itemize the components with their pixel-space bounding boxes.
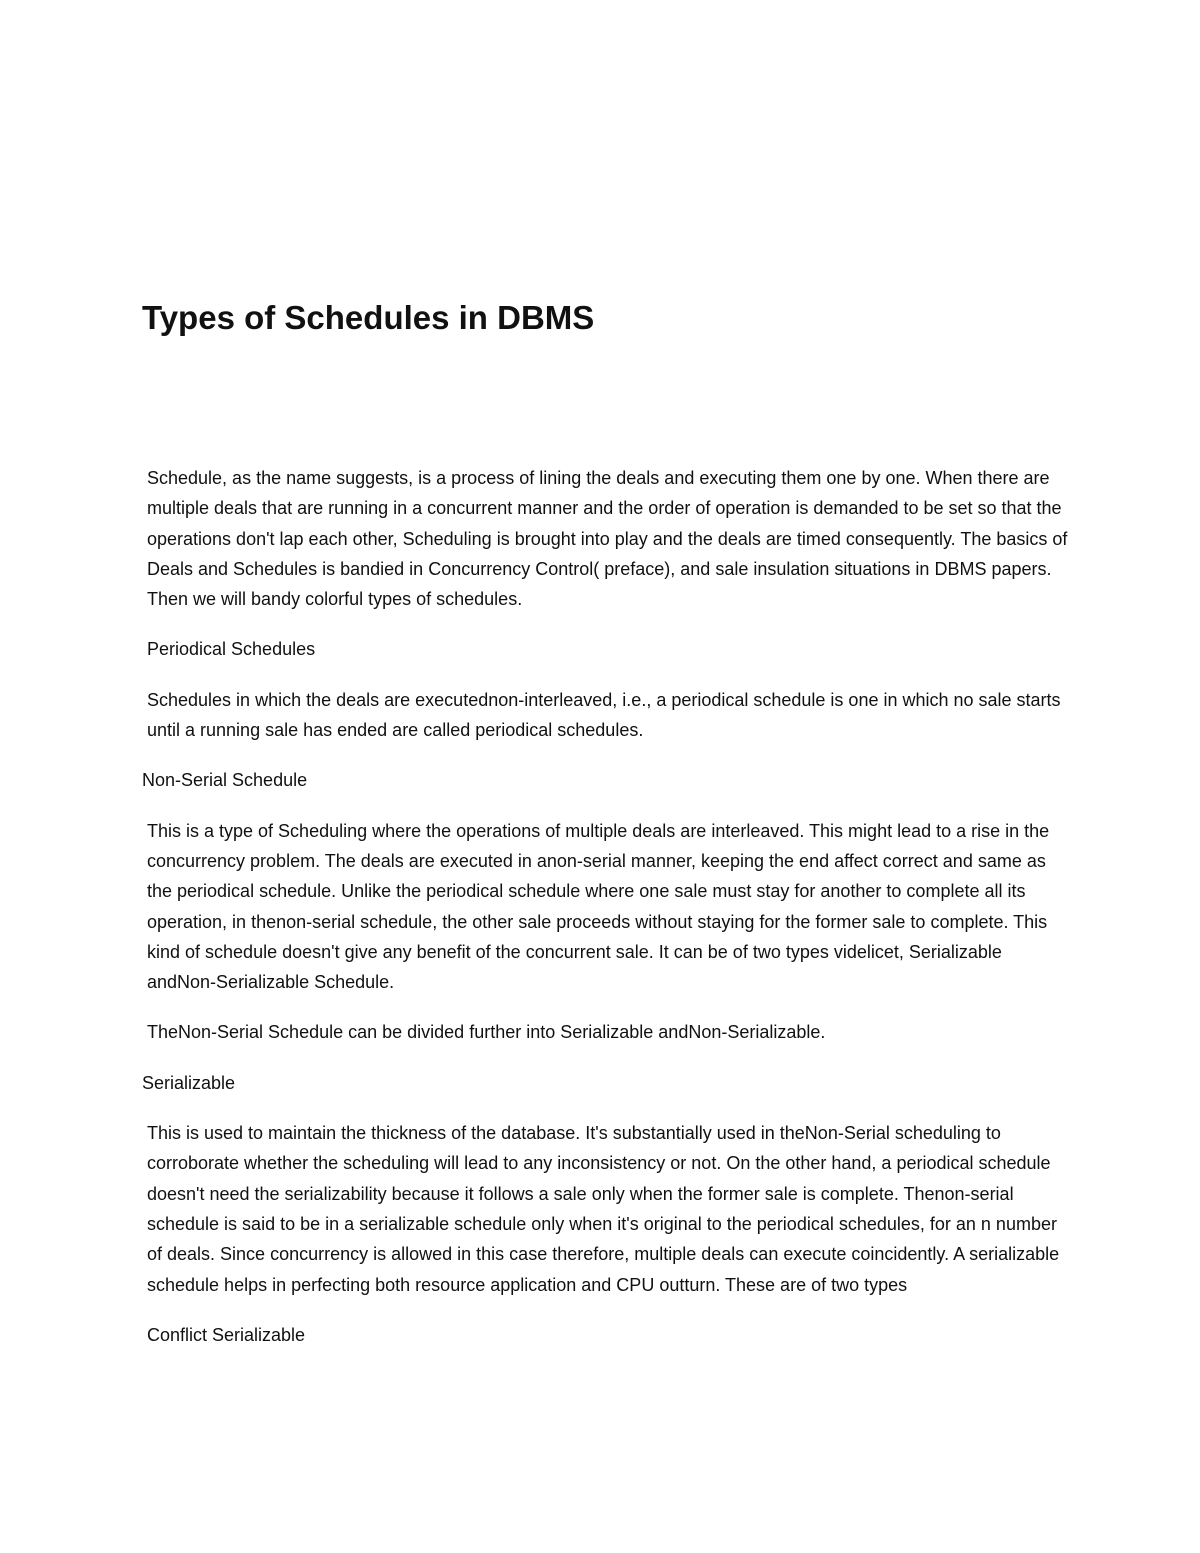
section-heading-periodical-schedules: Periodical Schedules	[147, 639, 316, 660]
document-body	[142, 463, 1072, 1370]
document-title: Types of Schedules in DBMS	[142, 299, 595, 336]
intro-paragraph: Schedule, as the name suggests, is a process of lining the deals and executing them one by one. When there are multiple deals that are running in a concurrent manner and the order of operation is demanded to be set so that the operations don't lap each other, Scheduling is brought into play and the deals are timed consequently. The basics of Deals and Schedules is bandied in Concurrency Control( preface), and sale insulation situations in DBMS papers. Then we will bandy colorful types of schedules.	[147, 468, 1068, 610]
non-serial-division-paragraph: TheNon-Serial Schedule can be divided further into Serializable andNon-Serializable.	[147, 1022, 826, 1043]
section-heading-non-serial-schedule: Non-Serial Schedule	[142, 770, 308, 791]
non-serial-schedule-paragraph: This is a type of Scheduling where the operations of multiple deals are interleaved. This might lead to a rise in the concurrency problem. The deals are executed in anon-serial manner, keeping the end affect correct and same as the periodical schedule. Unlike the periodical schedule where one sale must stay for another to complete all its operation, in thenon-serial schedule, the other sale proceeds without staying for the former sale to complete. This kind of schedule doesn't give any benefit of the concurrent sale. It can be of two types videlicet, Serializable andNon-Serializable Schedule.	[147, 820, 1050, 993]
section-heading-serializable: Serializable	[142, 1072, 236, 1093]
serializable-paragraph: This is used to maintain the thickness of the database. It's substantially used in theNon-Serial scheduling to corroborate whether the scheduling will lead to any inconsistency or not. On the other hand, a periodical schedule doesn't need the serializability because it follows a sale only when the former sale is complete. Thenon-serial schedule is said to be in a serializable schedule only when it's original to the periodical schedules, for an n number of deals. Since concurrency is allowed in this case therefore, multiple deals can execute coincidently. A serializable schedule helps in perfecting both resource application and CPU outturn. These are of two types	[147, 1123, 1060, 1295]
section-heading-conflict-serializable: Conflict Serializable	[147, 1324, 306, 1345]
periodical-schedules-paragraph: Schedules in which the deals are executednon-interleaved, i.e., a periodical schedule is one in which no sale starts until a running sale has ended are called periodical schedules.	[147, 689, 1061, 741]
